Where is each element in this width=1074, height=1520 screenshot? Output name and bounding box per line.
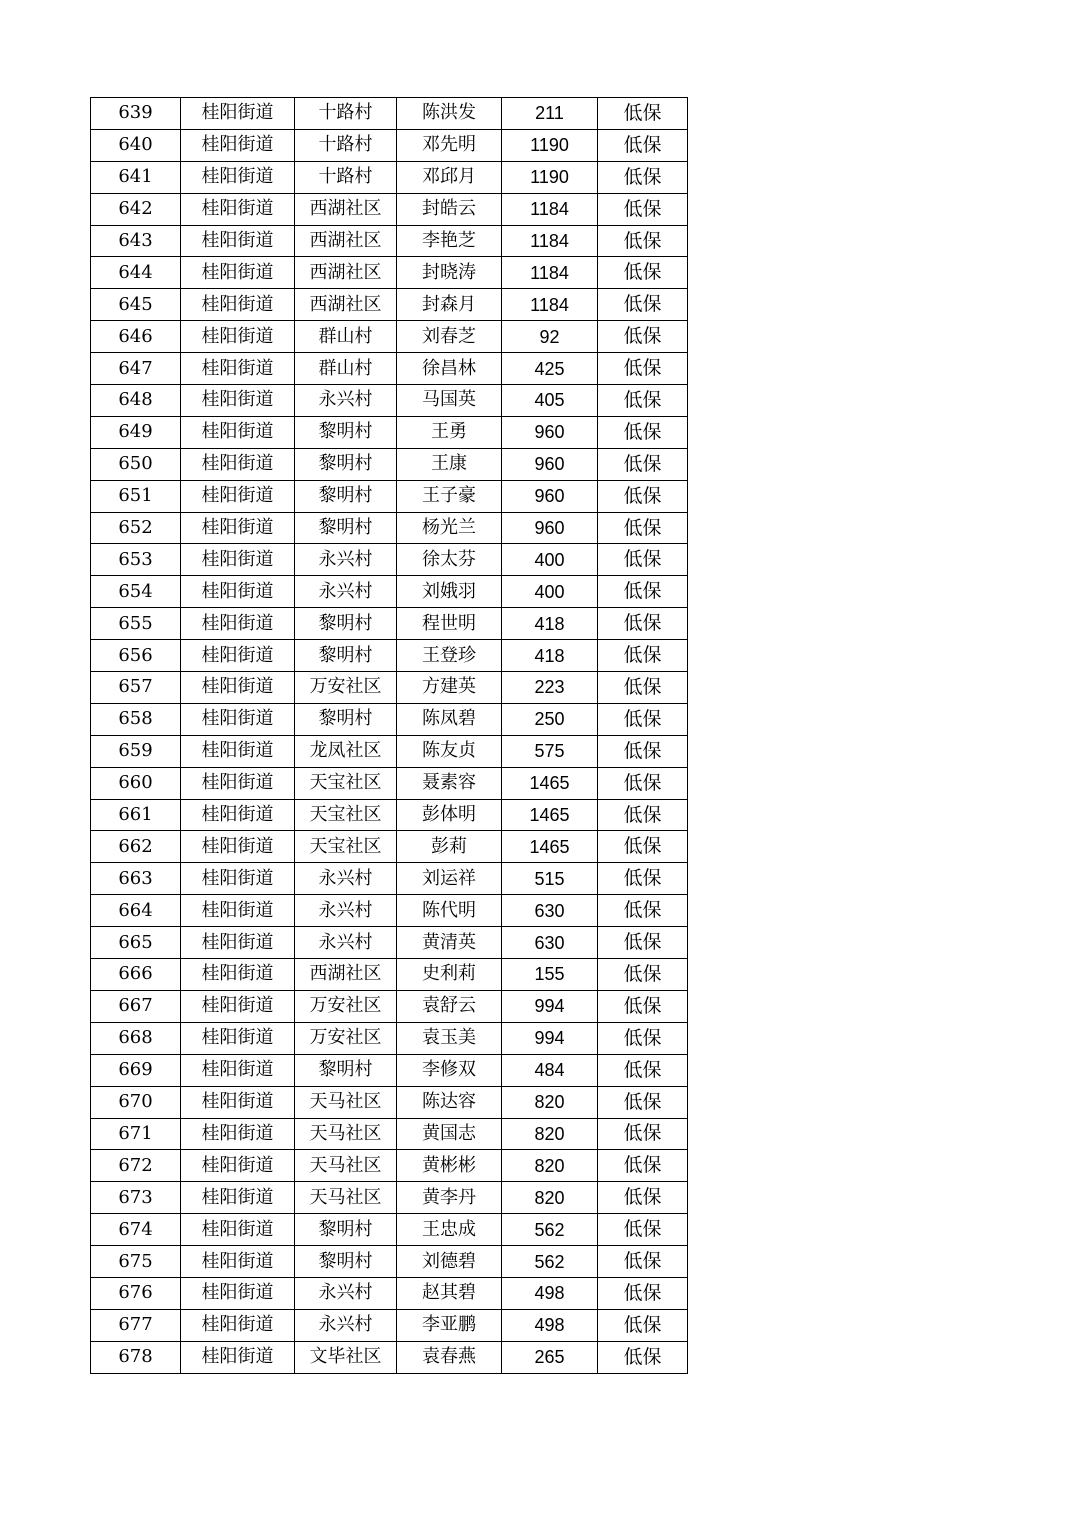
name-cell: 徐昌林 [397,353,502,385]
table-row [91,1214,688,1246]
name-cell: 袁舒云 [397,990,502,1022]
row-number-cell: 653 [91,544,181,576]
name-cell: 王忠成 [397,1214,502,1246]
table-row [91,129,688,161]
table-row [91,512,688,544]
amount-cell: 1465 [502,767,598,799]
table-row [91,289,688,321]
amount-cell: 223 [502,672,598,704]
name-cell: 邓先明 [397,129,502,161]
row-number-cell: 678 [91,1341,181,1373]
community-cell: 黎明村 [295,512,397,544]
row-number-cell: 654 [91,576,181,608]
community-cell: 黎明村 [295,1246,397,1278]
row-number-cell: 650 [91,448,181,480]
street-cell: 桂阳街道 [181,1341,295,1373]
community-cell: 万安社区 [295,672,397,704]
street-cell: 桂阳街道 [181,353,295,385]
type-cell: 低保 [598,1309,688,1341]
type-cell: 低保 [598,161,688,193]
row-number-cell: 669 [91,1054,181,1086]
row-number-cell: 660 [91,767,181,799]
amount-cell: 265 [502,1341,598,1373]
table-row [91,1086,688,1118]
community-cell: 永兴村 [295,895,397,927]
type-cell: 低保 [598,576,688,608]
community-cell: 群山村 [295,353,397,385]
street-cell: 桂阳街道 [181,1309,295,1341]
type-cell: 低保 [598,1214,688,1246]
amount-cell: 1184 [502,257,598,289]
street-cell: 桂阳街道 [181,831,295,863]
community-cell: 永兴村 [295,385,397,417]
amount-cell: 515 [502,863,598,895]
row-number-cell: 655 [91,608,181,640]
type-cell: 低保 [598,640,688,672]
community-cell: 西湖社区 [295,289,397,321]
table-row [91,225,688,257]
amount-cell: 484 [502,1054,598,1086]
row-number-cell: 677 [91,1309,181,1341]
table-row [91,703,688,735]
community-cell: 十路村 [295,161,397,193]
row-number-cell: 646 [91,321,181,353]
street-cell: 桂阳街道 [181,703,295,735]
row-number-cell: 661 [91,799,181,831]
type-cell: 低保 [598,1341,688,1373]
street-cell: 桂阳街道 [181,1022,295,1054]
row-number-cell: 659 [91,735,181,767]
community-cell: 万安社区 [295,1022,397,1054]
amount-cell: 960 [502,512,598,544]
row-number-cell: 671 [91,1118,181,1150]
table-row [91,1150,688,1182]
amount-cell: 1184 [502,193,598,225]
type-cell: 低保 [598,990,688,1022]
type-cell: 低保 [598,959,688,991]
type-cell: 低保 [598,480,688,512]
amount-cell: 820 [502,1086,598,1118]
name-cell: 马国英 [397,385,502,417]
row-number-cell: 664 [91,895,181,927]
row-number-cell: 652 [91,512,181,544]
table-row [91,321,688,353]
street-cell: 桂阳街道 [181,767,295,799]
name-cell: 刘娥羽 [397,576,502,608]
street-cell: 桂阳街道 [181,608,295,640]
type-cell: 低保 [598,703,688,735]
type-cell: 低保 [598,927,688,959]
community-cell: 天宝社区 [295,831,397,863]
amount-cell: 425 [502,353,598,385]
street-cell: 桂阳街道 [181,289,295,321]
community-cell: 天马社区 [295,1150,397,1182]
street-cell: 桂阳街道 [181,257,295,289]
name-cell: 王康 [397,448,502,480]
type-cell: 低保 [598,1054,688,1086]
amount-cell: 994 [502,1022,598,1054]
row-number-cell: 675 [91,1246,181,1278]
street-cell: 桂阳街道 [181,640,295,672]
table-row [91,640,688,672]
street-cell: 桂阳街道 [181,193,295,225]
row-number-cell: 639 [91,98,181,130]
name-cell: 陈洪发 [397,98,502,130]
community-cell: 黎明村 [295,703,397,735]
row-number-cell: 672 [91,1150,181,1182]
type-cell: 低保 [598,225,688,257]
type-cell: 低保 [598,1182,688,1214]
row-number-cell: 649 [91,416,181,448]
type-cell: 低保 [598,1086,688,1118]
name-cell: 封森月 [397,289,502,321]
amount-cell: 418 [502,608,598,640]
row-number-cell: 663 [91,863,181,895]
amount-cell: 575 [502,735,598,767]
type-cell: 低保 [598,129,688,161]
amount-cell: 155 [502,959,598,991]
type-cell: 低保 [598,831,688,863]
name-cell: 邓邱月 [397,161,502,193]
amount-cell: 1184 [502,225,598,257]
amount-cell: 820 [502,1118,598,1150]
table-row [91,767,688,799]
type-cell: 低保 [598,1246,688,1278]
name-cell: 刘春芝 [397,321,502,353]
table-row [91,448,688,480]
street-cell: 桂阳街道 [181,959,295,991]
table-row [91,353,688,385]
street-cell: 桂阳街道 [181,672,295,704]
row-number-cell: 651 [91,480,181,512]
table-row [91,1277,688,1309]
table-row [91,1341,688,1373]
community-cell: 十路村 [295,98,397,130]
name-cell: 聂素容 [397,767,502,799]
name-cell: 陈友贞 [397,735,502,767]
amount-cell: 960 [502,448,598,480]
community-cell: 永兴村 [295,544,397,576]
community-cell: 西湖社区 [295,193,397,225]
row-number-cell: 665 [91,927,181,959]
amount-cell: 92 [502,321,598,353]
name-cell: 袁玉美 [397,1022,502,1054]
table-row [91,161,688,193]
community-cell: 龙凤社区 [295,735,397,767]
amount-cell: 1190 [502,129,598,161]
community-cell: 天马社区 [295,1086,397,1118]
street-cell: 桂阳街道 [181,512,295,544]
community-cell: 永兴村 [295,576,397,608]
row-number-cell: 674 [91,1214,181,1246]
table-row [91,799,688,831]
table-row [91,1118,688,1150]
table-row [91,257,688,289]
row-number-cell: 656 [91,640,181,672]
row-number-cell: 644 [91,257,181,289]
street-cell: 桂阳街道 [181,1118,295,1150]
street-cell: 桂阳街道 [181,1054,295,1086]
amount-cell: 630 [502,927,598,959]
type-cell: 低保 [598,353,688,385]
row-number-cell: 668 [91,1022,181,1054]
amount-cell: 405 [502,385,598,417]
amount-cell: 562 [502,1214,598,1246]
name-cell: 杨光兰 [397,512,502,544]
name-cell: 王勇 [397,416,502,448]
row-number-cell: 667 [91,990,181,1022]
type-cell: 低保 [598,257,688,289]
community-cell: 黎明村 [295,480,397,512]
amount-cell: 630 [502,895,598,927]
community-cell: 永兴村 [295,927,397,959]
community-cell: 天马社区 [295,1182,397,1214]
table-row [91,576,688,608]
table-row [91,608,688,640]
name-cell: 刘运祥 [397,863,502,895]
type-cell: 低保 [598,512,688,544]
table-row [91,480,688,512]
street-cell: 桂阳街道 [181,225,295,257]
type-cell: 低保 [598,1118,688,1150]
row-number-cell: 666 [91,959,181,991]
row-number-cell: 642 [91,193,181,225]
community-cell: 永兴村 [295,1277,397,1309]
table-row [91,863,688,895]
street-cell: 桂阳街道 [181,129,295,161]
community-cell: 黎明村 [295,1054,397,1086]
community-cell: 永兴村 [295,1309,397,1341]
amount-cell: 960 [502,416,598,448]
community-cell: 黎明村 [295,640,397,672]
name-cell: 彭莉 [397,831,502,863]
table-row [91,735,688,767]
type-cell: 低保 [598,416,688,448]
row-number-cell: 670 [91,1086,181,1118]
type-cell: 低保 [598,1022,688,1054]
community-cell: 天宝社区 [295,767,397,799]
community-cell: 西湖社区 [295,257,397,289]
type-cell: 低保 [598,544,688,576]
table-row [91,1309,688,1341]
table-row [91,1022,688,1054]
type-cell: 低保 [598,448,688,480]
street-cell: 桂阳街道 [181,385,295,417]
community-cell: 天马社区 [295,1118,397,1150]
street-cell: 桂阳街道 [181,990,295,1022]
amount-cell: 994 [502,990,598,1022]
type-cell: 低保 [598,385,688,417]
street-cell: 桂阳街道 [181,863,295,895]
name-cell: 史利莉 [397,959,502,991]
amount-cell: 820 [502,1182,598,1214]
table-body [91,98,688,1374]
amount-cell: 1465 [502,799,598,831]
street-cell: 桂阳街道 [181,895,295,927]
street-cell: 桂阳街道 [181,735,295,767]
row-number-cell: 641 [91,161,181,193]
table-row [91,927,688,959]
amount-cell: 400 [502,576,598,608]
street-cell: 桂阳街道 [181,799,295,831]
community-cell: 黎明村 [295,448,397,480]
table-row [91,1246,688,1278]
amount-cell: 250 [502,703,598,735]
amount-cell: 562 [502,1246,598,1278]
type-cell: 低保 [598,321,688,353]
amount-cell: 211 [502,98,598,130]
street-cell: 桂阳街道 [181,161,295,193]
amount-cell: 1465 [502,831,598,863]
name-cell: 黄彬彬 [397,1150,502,1182]
community-cell: 西湖社区 [295,225,397,257]
name-cell: 王登珍 [397,640,502,672]
amount-cell: 498 [502,1309,598,1341]
name-cell: 彭体明 [397,799,502,831]
name-cell: 李艳芝 [397,225,502,257]
table-row [91,672,688,704]
community-cell: 万安社区 [295,990,397,1022]
amount-cell: 1184 [502,289,598,321]
row-number-cell: 643 [91,225,181,257]
table-row [91,544,688,576]
type-cell: 低保 [598,895,688,927]
name-cell: 李亚鹏 [397,1309,502,1341]
community-cell: 群山村 [295,321,397,353]
name-cell: 赵其碧 [397,1277,502,1309]
name-cell: 刘德碧 [397,1246,502,1278]
type-cell: 低保 [598,735,688,767]
row-number-cell: 658 [91,703,181,735]
community-cell: 黎明村 [295,608,397,640]
row-number-cell: 673 [91,1182,181,1214]
street-cell: 桂阳街道 [181,1214,295,1246]
row-number-cell: 662 [91,831,181,863]
name-cell: 王子豪 [397,480,502,512]
type-cell: 低保 [598,289,688,321]
street-cell: 桂阳街道 [181,1246,295,1278]
type-cell: 低保 [598,672,688,704]
table-row [91,895,688,927]
community-cell: 黎明村 [295,1214,397,1246]
community-cell: 永兴村 [295,863,397,895]
recipient-table [90,97,688,1374]
type-cell: 低保 [598,863,688,895]
name-cell: 封晓涛 [397,257,502,289]
street-cell: 桂阳街道 [181,544,295,576]
amount-cell: 960 [502,480,598,512]
street-cell: 桂阳街道 [181,1277,295,1309]
table-row [91,990,688,1022]
name-cell: 陈达容 [397,1086,502,1118]
amount-cell: 418 [502,640,598,672]
street-cell: 桂阳街道 [181,576,295,608]
table-row [91,385,688,417]
community-cell: 十路村 [295,129,397,161]
street-cell: 桂阳街道 [181,1086,295,1118]
row-number-cell: 647 [91,353,181,385]
name-cell: 袁春燕 [397,1341,502,1373]
table-row [91,98,688,130]
table-row [91,193,688,225]
community-cell: 天宝社区 [295,799,397,831]
amount-cell: 400 [502,544,598,576]
name-cell: 陈代明 [397,895,502,927]
amount-cell: 1190 [502,161,598,193]
row-number-cell: 645 [91,289,181,321]
type-cell: 低保 [598,767,688,799]
table-row [91,959,688,991]
street-cell: 桂阳街道 [181,416,295,448]
type-cell: 低保 [598,799,688,831]
name-cell: 黄清英 [397,927,502,959]
type-cell: 低保 [598,1150,688,1182]
name-cell: 徐太芬 [397,544,502,576]
name-cell: 方建英 [397,672,502,704]
name-cell: 黄国志 [397,1118,502,1150]
amount-cell: 498 [502,1277,598,1309]
street-cell: 桂阳街道 [181,448,295,480]
community-cell: 黎明村 [295,416,397,448]
street-cell: 桂阳街道 [181,321,295,353]
type-cell: 低保 [598,98,688,130]
street-cell: 桂阳街道 [181,1182,295,1214]
community-cell: 西湖社区 [295,959,397,991]
table-row [91,831,688,863]
name-cell: 陈凤碧 [397,703,502,735]
street-cell: 桂阳街道 [181,98,295,130]
name-cell: 程世明 [397,608,502,640]
type-cell: 低保 [598,608,688,640]
name-cell: 封皓云 [397,193,502,225]
community-cell: 文毕社区 [295,1341,397,1373]
street-cell: 桂阳街道 [181,1150,295,1182]
type-cell: 低保 [598,193,688,225]
table-row [91,416,688,448]
type-cell: 低保 [598,1277,688,1309]
name-cell: 黄李丹 [397,1182,502,1214]
street-cell: 桂阳街道 [181,480,295,512]
row-number-cell: 657 [91,672,181,704]
row-number-cell: 648 [91,385,181,417]
street-cell: 桂阳街道 [181,927,295,959]
row-number-cell: 640 [91,129,181,161]
amount-cell: 820 [502,1150,598,1182]
table-row [91,1182,688,1214]
name-cell: 李修双 [397,1054,502,1086]
table-row [91,1054,688,1086]
row-number-cell: 676 [91,1277,181,1309]
